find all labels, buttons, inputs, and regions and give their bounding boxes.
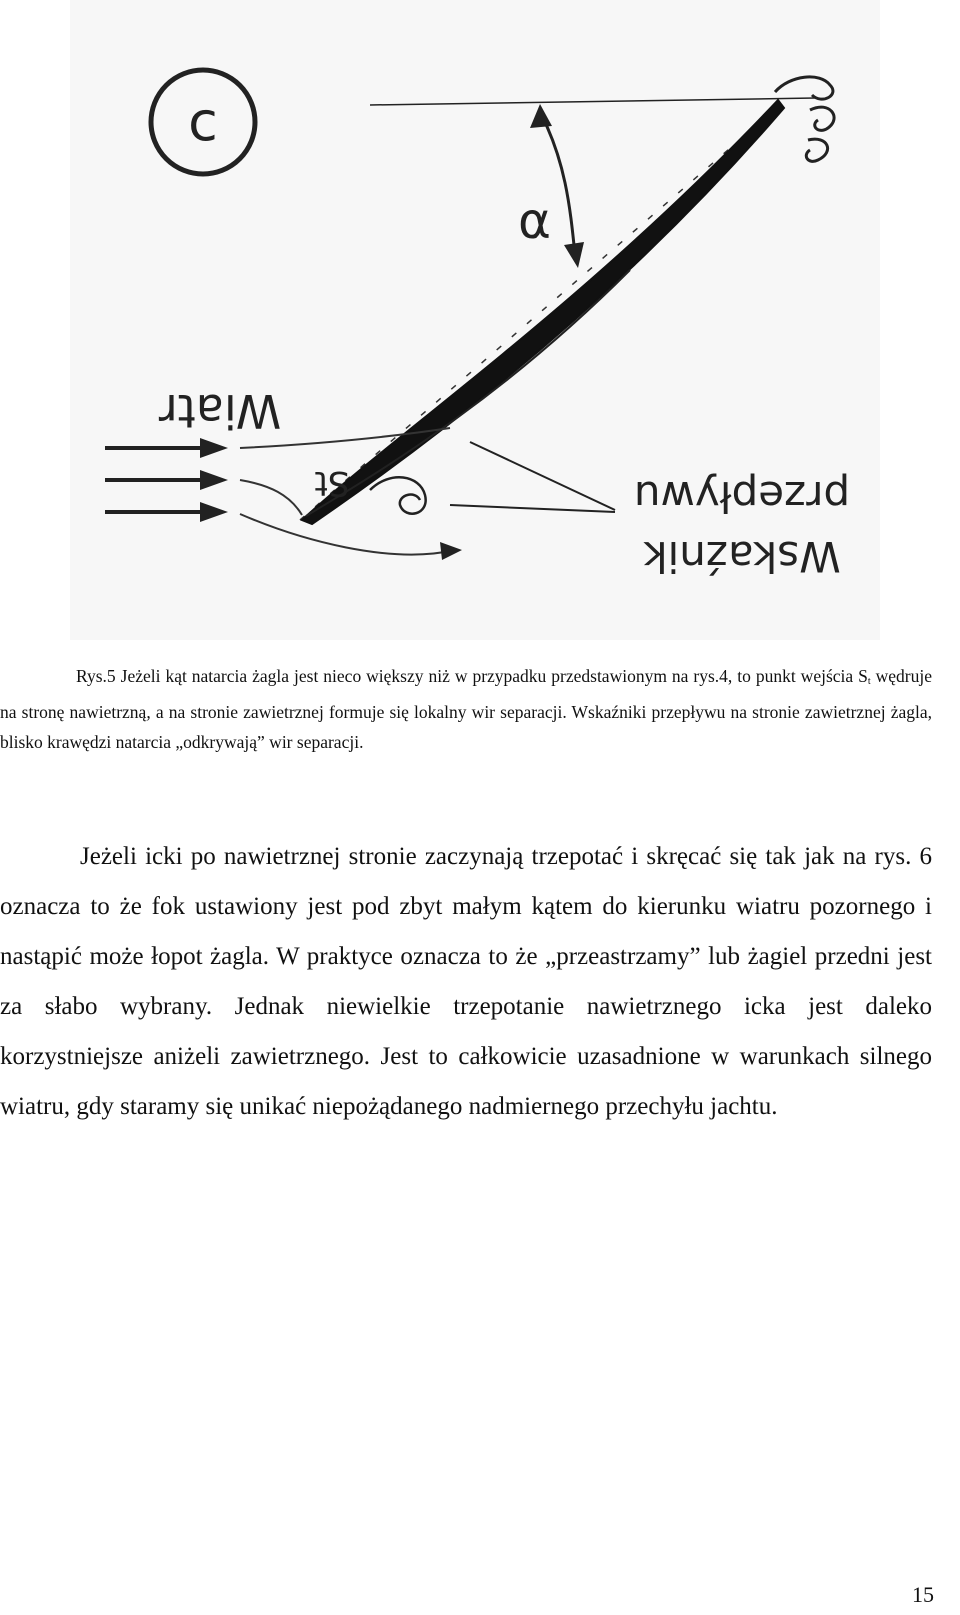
wind-arrow-2-head	[200, 470, 228, 490]
indicator-pointer-1	[470, 442, 615, 510]
chord-line	[300, 105, 780, 520]
trailing-vortex	[775, 77, 834, 161]
wind-arrow-3-head	[200, 502, 228, 522]
page-number: 15	[912, 1582, 934, 1607]
caption-part2: wędruje na stronę nawietrzną, a na stronie zawietrznej formuje się lokalny wir separacji. Wskaźniki przepływu na stronie zawietrznej żagla, blisko krawędzi natarcia „odkrywają” wir separacji.	[0, 666, 932, 752]
body-paragraph-block	[0, 832, 932, 1132]
streamline-lower-head	[440, 542, 462, 560]
caption-text	[0, 661, 932, 757]
wind-label: Wiatr	[158, 384, 282, 438]
sail-diagram	[70, 0, 880, 640]
wind-arrow-1-head	[200, 438, 228, 458]
angle-arrow-top	[530, 104, 552, 128]
indicator-label-line2: przepływu	[633, 472, 851, 521]
panel-label: c	[188, 90, 218, 153]
entry-point-label: St	[314, 463, 350, 503]
streamline-middle	[240, 480, 302, 515]
streamline-lower	[240, 514, 455, 555]
indicator-pointer-2	[450, 505, 615, 512]
angle-arrow-bottom	[564, 242, 584, 268]
indicator-label-line1: Wskaźnik	[643, 532, 841, 581]
reference-line	[370, 98, 815, 105]
caption-subscript: t	[867, 676, 871, 687]
sail-diagram-svg	[70, 0, 880, 640]
angle-label: α	[518, 192, 551, 250]
caption-part1: Rys.5 Jeżeli kąt natarcia żagla jest nieco większy niż w przypadku przedstawionym na rys.4, to punkt wejścia S	[76, 666, 868, 686]
separation-vortex	[370, 477, 426, 513]
body-paragraph: Jeżeli icki po nawietrznej stronie zaczynają trzepotać i skręcać się tak jak na rys. 6 oznacza to że fok ustawiony jest pod zbyt małym kątem do kierunku wiatru pozornego i nastąpić może łopot żagla. W praktyce oznacza to że „przeastrzamy” lub żagiel przedni jest za słabo wybrany. Jednak niewielkie trzepotanie nawietrznego icka jest daleko korzystniejsze aniżeli zawietrznego. Jest to całkowicie uzasadnione w warunkach silnego wiatru, gdy staramy się unikać niepożądanego nadmiernego przechyłu jachtu.	[0, 843, 932, 1120]
figure-caption	[0, 661, 932, 757]
